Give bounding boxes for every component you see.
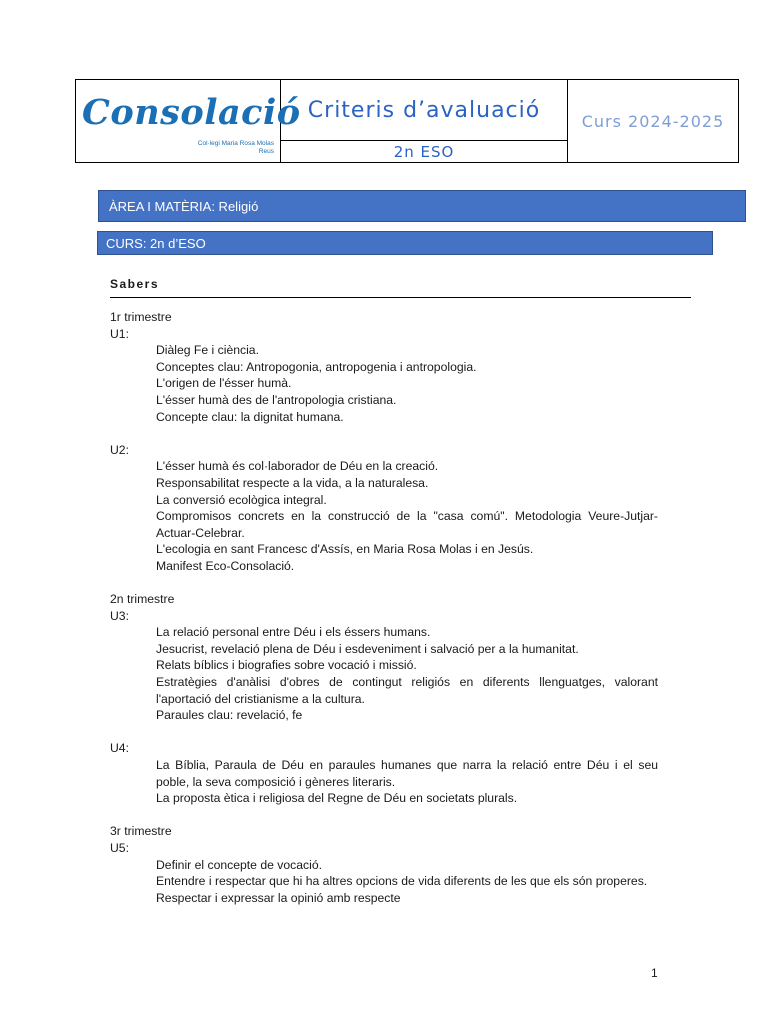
- unit-items: [156, 757, 658, 807]
- unit-label: U1:: [110, 326, 129, 341]
- unit-items: [156, 458, 658, 574]
- course-bar: CURS: 2n d’ESO: [97, 231, 713, 255]
- unit-items: [156, 624, 658, 724]
- course-year: Curs 2024-2025: [581, 111, 725, 131]
- document-title: Criteris d’avaluació: [281, 80, 567, 141]
- unit-label: U4:: [110, 741, 129, 756]
- document-subtitle: 2n ESO: [393, 142, 455, 161]
- list-item: L'ecologia en sant Francesc d'Assís, en Maria Rosa Molas i en Jesús.: [156, 542, 534, 557]
- list-item: Manifest Eco-Consolació.: [156, 558, 295, 573]
- list-item: L'origen de l'ésser humà.: [156, 376, 292, 391]
- list-item: Compromisos concrets en la construcció de la "casa comú". Metodologia Veure-Jutjar-Actuar-Celebrar.: [156, 509, 658, 540]
- list-item: Paraules clau: revelació, fe: [156, 708, 303, 723]
- section-title: Sabers: [110, 277, 160, 291]
- list-item: Conceptes clau: Antropogonia, antropogenia i antropologia.: [156, 359, 477, 374]
- logo-subtitle-city: Reus: [258, 148, 274, 155]
- list-item: L'ésser humà des de l'antropologia cristiana.: [156, 392, 397, 407]
- list-item: La proposta ètica i religiosa del Regne de Déu en societats plurals.: [156, 791, 518, 806]
- list-item: Relats bíblics i biografies sobre vocació i missió.: [156, 658, 417, 673]
- logo-subtitle: [198, 140, 274, 156]
- list-item: Concepte clau: la dignitat humana.: [156, 409, 344, 424]
- unit-items: [156, 857, 658, 907]
- term-label: 3r trimestre: [110, 824, 172, 839]
- section-divider: [110, 297, 691, 298]
- unit-items: [156, 342, 658, 425]
- area-bar: ÀREA I MATÈRIA: Religió: [98, 190, 746, 222]
- term-label: 2n trimestre: [110, 592, 175, 607]
- logo: [76, 80, 301, 162]
- list-item: Jesucrist, revelació plena de Déu i esdeveniment i salvació per a la humanitat.: [156, 641, 579, 656]
- list-item: Diàleg Fe i ciència.: [156, 343, 259, 358]
- unit-label: U3:: [110, 608, 129, 623]
- list-item: Estratègies d'anàlisi d'obres de contingut religiós en diferents llenguatges, valorant l'aportació del cristianisme a la cultura.: [156, 675, 658, 706]
- list-item: La Bíblia, Paraula de Déu en paraules humanes que narra la relació entre Déu i el seu poble, la seva composició i gèneres literaris.: [156, 758, 658, 789]
- list-item: Responsabilitat respecte a la vida, a la naturalesa.: [156, 475, 429, 490]
- header-table: [75, 79, 739, 163]
- list-item: La conversió ecològica integral.: [156, 492, 327, 507]
- list-item: Entendre i respectar que hi ha altres opcions de vida diferents de les que els són properes.: [156, 874, 648, 889]
- list-item: La relació personal entre Déu i els éssers humans.: [156, 625, 431, 640]
- list-item: Definir el concepte de vocació.: [156, 857, 322, 872]
- content: [110, 309, 658, 906]
- page-number: 1: [651, 966, 658, 980]
- logo-subtitle-school: Col·legi Maria Rosa Molas: [197, 140, 274, 147]
- logo-text: Consolació: [82, 92, 301, 133]
- list-item: Respectar i expressar la opinió amb respecte: [156, 890, 401, 905]
- unit-label: U2:: [110, 442, 129, 457]
- term-label: 1r trimestre: [110, 310, 172, 324]
- unit-label: U5:: [110, 841, 129, 855]
- title-cell: [281, 80, 568, 162]
- list-item: L'ésser humà és col·laborador de Déu en la creació.: [156, 459, 439, 474]
